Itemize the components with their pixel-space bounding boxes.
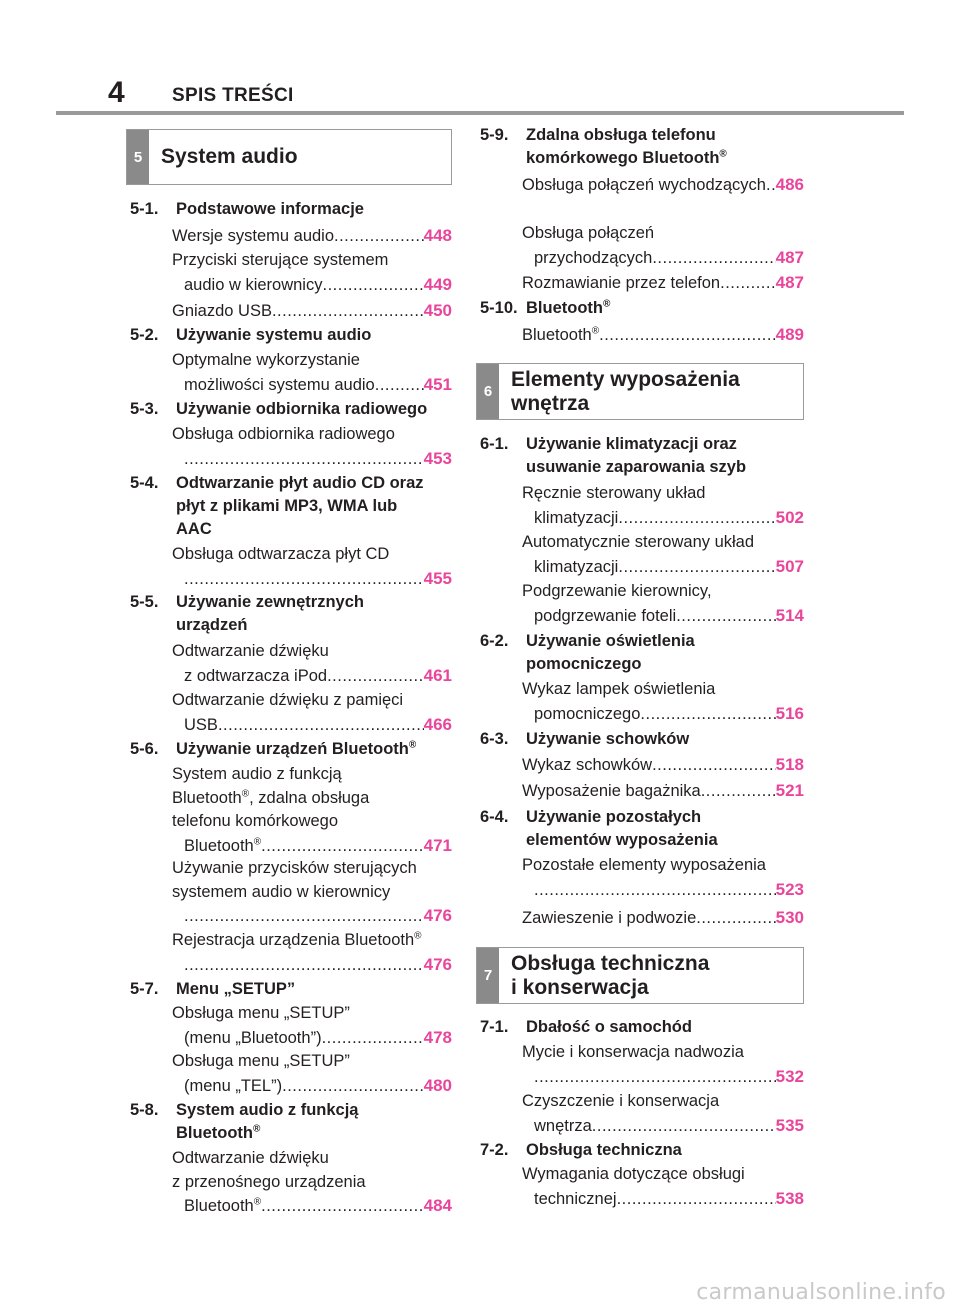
dot-leader	[375, 374, 424, 397]
toc-entry[interactable]	[172, 224, 452, 248]
toc-entry[interactable]	[522, 1090, 804, 1137]
toc-entry[interactable]	[522, 854, 804, 901]
entry-text: (menu „TEL”)	[184, 1076, 283, 1095]
page-reference-link[interactable]: 466	[423, 714, 452, 734]
chapter-heading[interactable]	[130, 738, 452, 762]
entry-text-line: systemem audio w kierownicy	[172, 882, 391, 901]
chapter-heading[interactable]	[130, 1099, 452, 1146]
toc-entry[interactable]	[522, 271, 804, 295]
dot-leader	[184, 954, 424, 977]
dot-leader	[534, 1066, 776, 1089]
dot-leader	[184, 568, 424, 591]
entry-text-line: Wymagania dotyczące obsługi	[522, 1165, 745, 1183]
entry-text-line: Ręcznie sterowany układ	[522, 484, 706, 502]
toc-entry[interactable]	[172, 1002, 452, 1049]
page-number: 4	[108, 76, 125, 109]
chapter-number: 5-10.	[480, 299, 518, 317]
dot-leader	[261, 835, 424, 858]
toc-entry[interactable]	[172, 929, 452, 976]
entry-text-line: System audio z funkcją	[172, 765, 342, 783]
section-number-tab: 5	[127, 130, 149, 184]
chapter-heading[interactable]	[480, 124, 804, 171]
dot-leader	[599, 324, 776, 347]
chapter-title: Używanie odbiornika radiowego	[176, 400, 428, 418]
entry-text: audio w kierownicy	[184, 275, 323, 294]
entry-text-line: Rejestracja urządzenia Bluetooth®	[172, 930, 422, 949]
dot-leader	[720, 272, 776, 295]
chapter-title: Używanie systemu audio	[176, 326, 372, 344]
entry-text-line: Odtwarzanie dźwięku	[172, 642, 329, 660]
page-reference-link[interactable]: 530	[775, 908, 804, 927]
chapter-heading[interactable]	[130, 978, 452, 1002]
entry-text-line: Odtwarzanie dźwięku z pamięci	[172, 691, 404, 709]
toc-entry[interactable]	[172, 299, 452, 323]
page-reference-link[interactable]: 476	[423, 954, 452, 974]
dot-leader	[701, 780, 776, 803]
entry-text: Bluetooth®	[184, 836, 262, 855]
entry-text-line: telefonu komórkowego	[172, 812, 339, 830]
chapter-heading[interactable]	[480, 297, 804, 321]
entry-text: Wyposażenie bagażnika	[522, 782, 701, 800]
chapter-title: Dbałość o samochód	[526, 1018, 692, 1036]
chapter-heading[interactable]	[130, 324, 452, 348]
entry-text-line: Podgrzewanie kierownicy,	[522, 582, 712, 600]
page-reference-link[interactable]: 507	[775, 556, 804, 576]
toc-entry[interactable]	[522, 323, 804, 347]
section-title: Obsługa techniczna i konserwacja	[511, 951, 710, 999]
entry-text-line: Wykaz lampek oświetlenia	[522, 680, 716, 698]
dot-leader	[652, 247, 775, 270]
chapter-number: 5-4.	[130, 474, 159, 492]
entry-text-line: Obsługa menu „SETUP”	[172, 1052, 350, 1070]
page-reference-link[interactable]: 523	[775, 879, 804, 899]
page-reference-link[interactable]: 449	[423, 274, 452, 294]
section-title: Elementy wyposażenia wnętrza	[511, 367, 740, 415]
entry-text: klimatyzacji	[534, 557, 619, 576]
entry-text-line: z przenośnego urządzenia	[172, 1172, 366, 1191]
page-reference-link[interactable]: 521	[775, 781, 804, 800]
toc-entry[interactable]	[172, 689, 452, 736]
chapter-heading[interactable]	[130, 198, 452, 222]
entry-text: Bluetooth®	[184, 1196, 262, 1215]
dot-leader	[272, 300, 424, 323]
dot-leader	[652, 754, 776, 777]
entry-text: podgrzewanie foteli	[534, 606, 677, 625]
section-title: System audio	[161, 145, 298, 168]
page-reference-link[interactable]: 455	[423, 568, 452, 588]
page-reference-link[interactable]: 461	[423, 665, 452, 685]
page-reference-link[interactable]: 480	[423, 1075, 452, 1095]
section-header-7	[476, 947, 804, 1004]
dot-leader	[618, 507, 775, 530]
entry-text: przychodzących	[534, 248, 653, 267]
page-reference-link[interactable]: 448	[423, 226, 452, 245]
chapter-number: 5-3.	[130, 400, 159, 418]
toc-entry[interactable]	[172, 640, 452, 687]
dot-leader	[696, 907, 775, 930]
entry-text: Obsługa połączeń wychodzących	[522, 176, 766, 194]
page-reference-link[interactable]: 450	[423, 301, 452, 320]
entry-text: wnętrza	[534, 1116, 592, 1135]
chapter-number: 5-1.	[130, 200, 159, 218]
entry-text: technicznej	[534, 1189, 617, 1208]
dot-leader	[322, 274, 423, 297]
page-reference-link[interactable]: 518	[775, 755, 804, 774]
chapter-title: System audio z funkcją Bluetooth®	[176, 1101, 359, 1142]
toc-entry[interactable]	[172, 857, 452, 928]
chapter-number: 5-6.	[130, 740, 159, 758]
entry-text: Zawieszenie i podwozie	[522, 909, 697, 927]
chapter-number: 6-2.	[480, 632, 509, 650]
entry-text: Wersje systemu audio	[172, 227, 335, 245]
dot-leader	[592, 1115, 776, 1138]
page-reference-link[interactable]: 489	[775, 325, 804, 344]
page-reference-link[interactable]: 532	[775, 1066, 804, 1086]
entry-text: Gniazdo USB	[172, 302, 272, 320]
chapter-title: Używanie oświetlenia pomocniczego	[526, 632, 695, 673]
entry-text-line: Automatycznie sterowany układ	[522, 533, 755, 551]
toc-entry[interactable]	[172, 1147, 452, 1218]
page-header	[0, 0, 960, 116]
chapter-heading[interactable]	[480, 1139, 804, 1163]
dot-leader	[534, 879, 776, 902]
entry-text-line: Optymalne wykorzystanie	[172, 351, 360, 369]
dot-leader	[334, 225, 424, 248]
page-reference-link[interactable]: 476	[423, 906, 452, 925]
dot-leader	[261, 1195, 424, 1218]
chapter-number: 5-2.	[130, 326, 159, 344]
chapter-title: Odtwarzanie płyt audio CD oraz płyt z plikami MP3, WMA lub AAC	[176, 474, 424, 538]
dot-leader	[218, 714, 424, 737]
entry-text-line: Mycie i konserwacja nadwozia	[522, 1043, 744, 1061]
page-reference-link[interactable]: 502	[775, 507, 804, 527]
toc-entry[interactable]	[522, 906, 804, 930]
dot-leader	[322, 1027, 424, 1050]
chapter-heading[interactable]	[480, 728, 804, 752]
chapter-number: 5-8.	[130, 1101, 159, 1119]
entry-text-line: Obsługa odtwarzacza płyt CD	[172, 545, 390, 563]
chapter-heading[interactable]	[480, 630, 804, 677]
toc-entry[interactable]	[522, 531, 804, 578]
page-reference-link[interactable]: 514	[775, 605, 804, 625]
chapter-heading[interactable]	[130, 591, 452, 638]
entry-text: Bluetooth®	[522, 325, 600, 344]
chapter-title: Podstawowe informacje	[176, 200, 364, 218]
toc-entry[interactable]	[522, 678, 804, 725]
section-header-5	[126, 129, 452, 185]
toc-entry[interactable]	[172, 763, 452, 857]
watermark: carmanualsonline.info	[696, 1280, 946, 1305]
entry-text-line: Przyciski sterujące systemem	[172, 251, 389, 269]
toc-entry[interactable]	[522, 222, 804, 269]
section-header-6	[476, 363, 804, 420]
entry-text: USB	[184, 715, 218, 734]
toc-entry[interactable]	[522, 753, 804, 777]
dot-leader	[640, 703, 775, 726]
chapter-number: 5-5.	[130, 593, 159, 611]
dot-leader	[676, 605, 775, 628]
toc-entry[interactable]	[522, 1041, 804, 1088]
section-number-tab: 7	[477, 948, 499, 1003]
toc-entry[interactable]	[522, 1163, 804, 1210]
chapter-heading[interactable]	[480, 1016, 804, 1040]
toc-entry[interactable]	[172, 249, 452, 296]
entry-text: (menu „Bluetooth”)	[184, 1028, 322, 1047]
chapter-number: 5-9.	[480, 126, 509, 144]
chapter-title: Używanie klimatyzacji oraz usuwanie zaparowania szyb	[526, 435, 747, 476]
page-reference-link[interactable]: 538	[775, 1188, 804, 1208]
page-reference-link[interactable]: 516	[775, 703, 804, 723]
chapter-number: 6-4.	[480, 808, 509, 826]
entry-text-line: Obsługa odbiornika radiowego	[172, 425, 395, 443]
chapter-title: Używanie schowków	[526, 730, 690, 748]
toc-entry[interactable]	[522, 173, 804, 197]
chapter-title: Używanie zewnętrznych urządzeń	[176, 593, 364, 634]
entry-text-line: Odtwarzanie dźwięku	[172, 1149, 329, 1167]
dot-leader	[327, 665, 424, 688]
chapter-title: Używanie urządzeń Bluetooth®	[176, 739, 417, 758]
page-reference-link[interactable]: 451	[423, 374, 452, 394]
page-reference-link[interactable]: 486	[775, 175, 804, 194]
chapter-heading[interactable]	[480, 806, 804, 853]
chapter-number: 5-7.	[130, 980, 159, 998]
page-reference-link[interactable]: 484	[423, 1196, 452, 1215]
toc-entry[interactable]	[522, 779, 804, 803]
chapter-title: Zdalna obsługa telefonu komórkowego Bluetooth®	[526, 126, 727, 167]
toc-entry[interactable]	[172, 543, 452, 590]
running-title: SPIS TREŚCI	[172, 85, 294, 106]
chapter-heading[interactable]	[480, 433, 804, 480]
header-divider	[56, 111, 904, 115]
chapter-title: Obsługa techniczna	[526, 1141, 682, 1159]
entry-text: Wykaz schowków	[522, 756, 653, 774]
section-number-tab: 6	[477, 364, 499, 419]
dot-leader	[184, 448, 424, 471]
dot-leader	[282, 1075, 424, 1098]
entry-text-line: Obsługa połączeń	[522, 224, 655, 242]
chapter-title: Używanie pozostałych elementów wyposażenia	[526, 808, 718, 849]
dot-leader	[184, 905, 424, 928]
toc-entry[interactable]	[172, 1050, 452, 1097]
chapter-number: 6-3.	[480, 730, 509, 748]
toc-entry[interactable]	[172, 423, 452, 470]
chapter-heading[interactable]	[130, 398, 452, 422]
page-reference-link[interactable]: 487	[775, 273, 804, 292]
dot-leader	[618, 556, 775, 579]
entry-text-line: Obsługa menu „SETUP”	[172, 1004, 350, 1022]
entry-text-line: Czyszczenie i konserwacja	[522, 1092, 720, 1110]
entry-text-line: Używanie przycisków sterujących	[172, 859, 417, 877]
toc-entry[interactable]	[522, 580, 804, 627]
entry-text: klimatyzacji	[534, 508, 619, 527]
entry-text: z odtwarzacza iPod	[184, 666, 328, 685]
entry-text-line: Bluetooth®, zdalna obsługa	[172, 788, 370, 807]
chapter-number: 7-2.	[480, 1141, 509, 1159]
page-reference-link[interactable]: 453	[423, 448, 452, 468]
toc-entry[interactable]	[172, 349, 452, 396]
dot-leader	[766, 174, 776, 197]
dot-leader	[617, 1188, 776, 1211]
entry-text-line: Pozostałe elementy wyposażenia	[522, 856, 766, 874]
toc-entry[interactable]	[522, 482, 804, 529]
page-reference-link[interactable]: 535	[775, 1115, 804, 1135]
chapter-title: Menu „SETUP”	[176, 980, 296, 998]
entry-text: Rozmawianie przez telefon	[522, 274, 721, 292]
chapter-heading[interactable]	[130, 472, 452, 543]
entry-text: możliwości systemu audio	[184, 375, 375, 394]
page-reference-link[interactable]: 487	[775, 247, 804, 267]
chapter-number: 7-1.	[480, 1018, 509, 1036]
entry-text: pomocniczego	[534, 704, 641, 723]
page-reference-link[interactable]: 478	[423, 1027, 452, 1047]
chapter-title: Bluetooth®	[526, 298, 611, 317]
page-reference-link[interactable]: 471	[423, 835, 452, 855]
chapter-number: 6-1.	[480, 435, 509, 453]
